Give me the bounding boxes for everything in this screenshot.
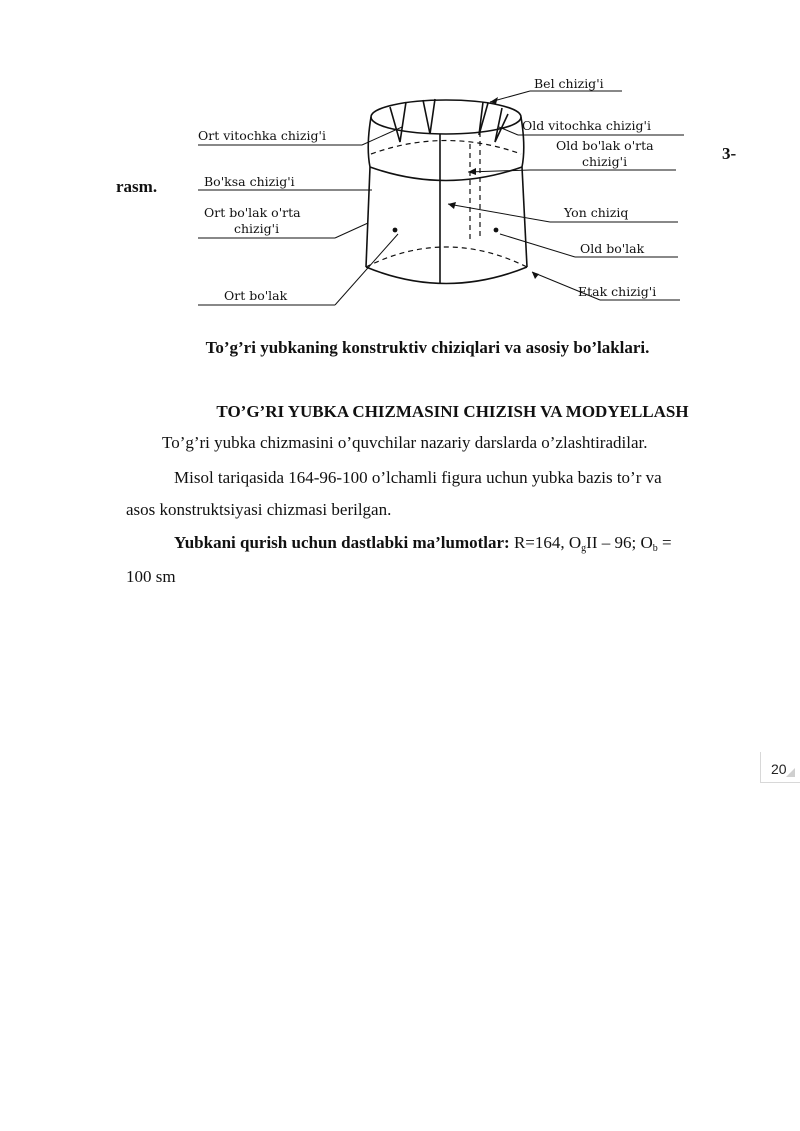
- sub-g: g: [581, 543, 587, 554]
- label-old-bolak-orta-1: Old bo'lak o'rta: [556, 138, 654, 153]
- front-piece-dot: [494, 228, 499, 233]
- section-heading: TO’G’RI YUBKA CHIZMASINI CHIZISH VA MODYELLASH: [216, 402, 689, 421]
- skirt-diagram: [190, 72, 690, 312]
- measure-mid: II – 96; O: [586, 533, 653, 552]
- label-boksa: Bo'ksa chizig'i: [204, 174, 295, 189]
- back-dart-1: [390, 102, 406, 142]
- page-curl-icon: [786, 768, 795, 777]
- label-ort-bolak: Ort bo'lak: [224, 288, 288, 303]
- lower-left-side: [366, 167, 370, 267]
- hip-line-back-dashed: [371, 141, 521, 155]
- measure-r: R=164, O: [509, 533, 582, 552]
- paragraph-3-bold-lead: Yubkani qurish uchun dastlabki ma’lumotlar:: [174, 533, 510, 552]
- paragraph-1: To’g’ri yubka chizmasini o’quvchilar nazariy darslarda o’zlashtiradilar.: [162, 433, 648, 452]
- figure-number-word: rasm.: [116, 177, 158, 196]
- paragraph-3-line-2: 100 sm: [126, 567, 176, 586]
- label-yon: Yon chiziq: [564, 205, 629, 220]
- sub-b: b: [652, 543, 658, 554]
- label-etak: Etak chizig'i: [578, 284, 657, 299]
- front-dart-2: [495, 108, 508, 142]
- figure-caption: To’g’ri yubkaning konstruktiv chiziqlari va asosiy bo’laklari.: [205, 338, 650, 357]
- label-old-bolak: Old bo'lak: [580, 241, 645, 256]
- label-ort-vitochka: Ort vitochka chizig'i: [198, 128, 326, 143]
- back-dart-2: [423, 99, 435, 134]
- paragraph-2-line-2: asos konstruktsiyasi chizmasi berilgan.: [126, 500, 392, 519]
- back-piece-dot: [393, 228, 398, 233]
- label-bel: Bel chizig'i: [534, 76, 604, 91]
- measure-end: =: [657, 533, 672, 552]
- hip-line-arc: [370, 167, 522, 181]
- label-ort-bolak-orta-2: chizig'i: [234, 221, 280, 236]
- front-dart-1: [479, 102, 488, 135]
- hem-front-arc: [366, 267, 527, 284]
- page-number: 20: [771, 761, 787, 777]
- label-ort-bolak-orta-1: Ort bo'lak o'rta: [204, 205, 301, 220]
- figure-number-prefix: 3-: [722, 144, 737, 163]
- hem-back-dashed: [366, 247, 527, 267]
- label-old-bolak-orta-2: chizig'i: [582, 154, 628, 169]
- label-old-vitochka: Old vitochka chizig'i: [522, 118, 651, 133]
- paragraph-3-line-1: [174, 533, 672, 559]
- paragraph-2-line-1: Misol tariqasida 164-96-100 o’lchamli figura uchun yubka bazis to’r va: [174, 468, 662, 487]
